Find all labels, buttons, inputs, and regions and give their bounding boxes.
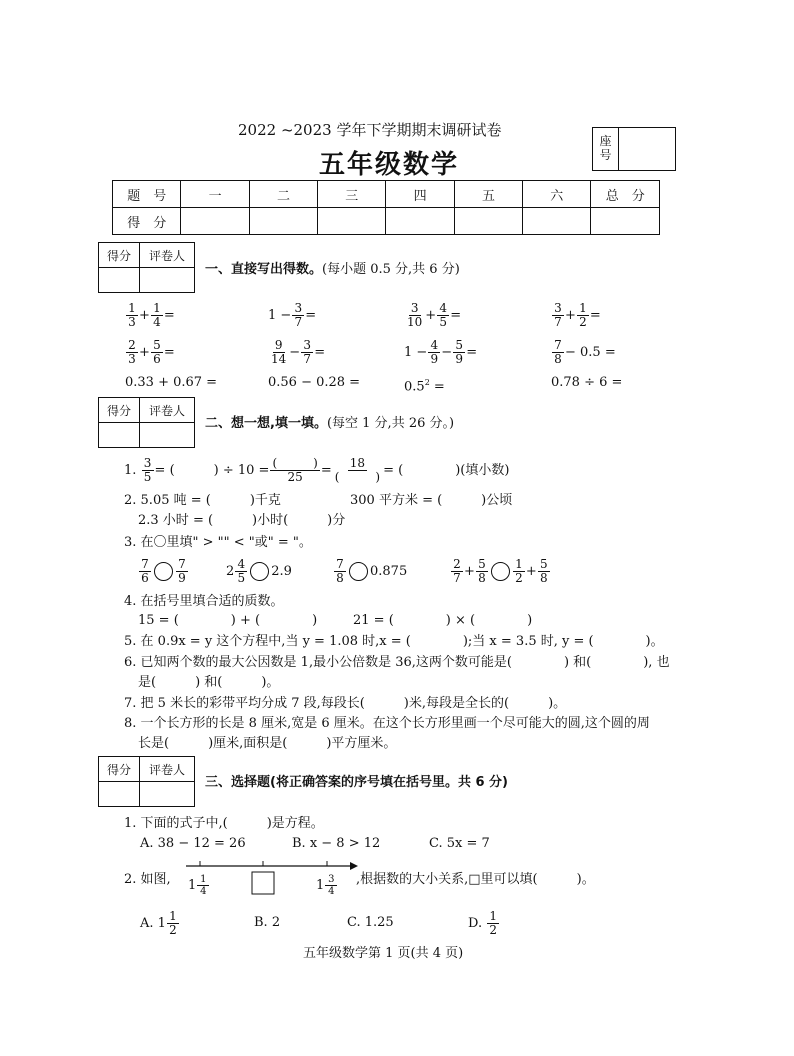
whole: 1 (316, 877, 325, 893)
option-label: D. (468, 915, 483, 931)
denominator: 9 (455, 352, 464, 366)
text: = (320, 462, 332, 478)
grader-label: 评卷人 (140, 757, 195, 782)
numerator: 7 (176, 558, 188, 572)
score-cell[interactable] (591, 208, 660, 235)
score-table-header: 二 (249, 181, 317, 208)
numerator: ( ) (272, 456, 318, 470)
text: = ( ) ÷ 10 = (154, 462, 270, 478)
score-row-label: 得 分 (113, 208, 181, 235)
operator: + (525, 563, 537, 579)
numerator: 2 (451, 558, 463, 572)
s1-r3-d: 0.78 ÷ 6 = (551, 375, 623, 390)
denominator: 4 (153, 315, 161, 329)
question-number: 1. (124, 462, 137, 478)
s2-q3b (226, 558, 292, 585)
seat-number-box[interactable] (592, 127, 676, 171)
equals: = (163, 344, 175, 360)
numerator: 5 (538, 558, 550, 572)
s3-q1-option-c[interactable]: C. 5x = 7 (429, 836, 490, 851)
s2-q1 (124, 457, 509, 484)
operator: − (289, 344, 301, 360)
score-table-header: 三 (318, 181, 386, 208)
grader-name-cell[interactable] (140, 782, 195, 807)
compare-circle[interactable] (154, 562, 173, 581)
grader-box-1 (98, 242, 195, 293)
grader-box-2 (98, 397, 195, 448)
equals: = (305, 307, 317, 323)
suffix: − 0.5 = (565, 344, 616, 360)
number-line-left-label (188, 874, 210, 897)
compare-circle[interactable] (491, 562, 510, 581)
score-cell[interactable] (249, 208, 317, 235)
number-line-arrow (350, 862, 358, 870)
denominator: ( ) (334, 470, 381, 484)
denominator: 5 (237, 571, 246, 585)
prefix: 1 − (268, 307, 292, 323)
equals: = (429, 379, 445, 395)
section-1-title: 一、直接写出得数。 (205, 262, 323, 277)
numerator: 18 (349, 456, 366, 470)
grader-label: 评卷人 (140, 398, 195, 423)
s2-q4: 4. 在括号里填合适的质数。 (124, 594, 284, 609)
score-cell[interactable] (181, 208, 249, 235)
text: = ( )(填小数) (383, 462, 510, 478)
grader-name-cell[interactable] (140, 268, 195, 293)
exam-title: 2022 ~2023 学年下学期期末调研试卷 (238, 121, 502, 139)
section-2-heading (205, 416, 454, 432)
denominator: 7 (554, 315, 562, 329)
s1-r2-a (125, 339, 175, 366)
s3-q2-prefix: 2. 如图, (124, 872, 171, 887)
denominator: 7 (294, 315, 303, 329)
grader-name-cell[interactable] (140, 423, 195, 448)
whole: 1 (188, 877, 197, 893)
s3-q1: 1. 下面的式子中,( )是方程。 (124, 816, 324, 831)
s3-q2-option-d[interactable] (468, 910, 500, 937)
s3-q2-question: ,根据数的大小关系,□里可以填( )。 (356, 872, 595, 887)
score-table-score-row (113, 208, 660, 235)
base: 0.5 (404, 379, 425, 395)
s2-q8b: 长是( )厘米,面积是( )平方厘米。 (138, 736, 397, 751)
score-table-header: 五 (454, 181, 522, 208)
s2-q2b: 300 平方米 = ( )公顷 (350, 493, 513, 508)
numerator: 7 (334, 558, 346, 572)
subject-title: 五年级数学 (319, 150, 460, 180)
s3-q1-option-a[interactable]: A. 38 − 12 = 26 (140, 836, 246, 851)
s2-q6b: 是( ) 和( )。 (138, 675, 280, 690)
s2-q3d (450, 558, 551, 585)
s3-q1-option-b[interactable]: B. x − 8 > 12 (292, 836, 381, 851)
s2-q2c: 2.3 小时 = ( )小时( )分 (138, 513, 346, 528)
grader-score-cell[interactable] (99, 423, 140, 448)
equals: = (450, 307, 462, 323)
operator: − (441, 344, 453, 360)
section-1-note: (每小题 0.5 分,共 6 分) (322, 262, 460, 277)
grader-label: 评卷人 (140, 243, 195, 268)
score-table-header: 总 分 (591, 181, 660, 208)
denominator: 6 (141, 571, 149, 585)
value: 2.9 (271, 563, 292, 579)
s1-r1-c (404, 302, 461, 329)
denominator: 8 (478, 571, 486, 585)
seat-label-1: 座 (599, 134, 612, 148)
s1-r3-a: 0.33 + 0.67 = (125, 375, 218, 390)
s2-q3: 3. 在〇里填" > "" < "或" = "。 (124, 535, 312, 550)
compare-circle[interactable] (349, 562, 368, 581)
s2-q3c (333, 558, 407, 585)
denominator: 2 (489, 923, 498, 937)
grader-score-label: 得分 (99, 757, 140, 782)
option-label: A. 1 (140, 915, 166, 931)
operator: + (464, 563, 475, 579)
numerator: 1 (167, 910, 179, 924)
numerator: 3 (292, 302, 304, 316)
s1-r3-b: 0.56 − 0.28 = (268, 375, 361, 390)
denominator: 2 (515, 571, 523, 585)
denominator: 3 (128, 315, 136, 329)
grader-score-cell[interactable] (99, 268, 140, 293)
operator: + (139, 344, 150, 360)
section-2-note: (每空 1 分,共 26 分。) (326, 416, 455, 431)
s1-r1-d (551, 302, 601, 329)
equals: = (314, 344, 326, 360)
whole: 2 (226, 563, 235, 579)
score-table-header: 一 (181, 181, 249, 208)
numerator: 5 (453, 339, 465, 353)
grader-score-label: 得分 (99, 398, 140, 423)
exponent: 2 (424, 378, 430, 387)
s1-r2-b (268, 339, 325, 366)
score-cell[interactable] (318, 208, 386, 235)
numerator: 7 (552, 339, 564, 353)
numerator: 4 (437, 302, 449, 316)
s2-q3a (138, 558, 189, 585)
score-table-header: 题 号 (113, 181, 181, 208)
section-1-heading (205, 262, 460, 278)
equals: = (466, 344, 478, 360)
numerator: 3 (325, 874, 337, 886)
s1-r2-c (404, 339, 477, 366)
seat-label-2: 号 (599, 148, 612, 162)
denominator: 3 (128, 352, 136, 366)
unknown-box (252, 872, 274, 894)
denominator: 25 (287, 470, 303, 484)
numerator: 5 (476, 558, 488, 572)
equals: = (163, 307, 175, 323)
score-table (112, 180, 660, 235)
numerator: 3 (409, 302, 421, 316)
numerator: 2 (126, 339, 138, 353)
denominator: 4 (200, 886, 207, 897)
numerator: 1 (126, 302, 138, 316)
numerator: 1 (487, 910, 499, 924)
numerator: 1 (151, 302, 163, 316)
s2-q4a: 15 = ( ) + ( ) (138, 613, 318, 628)
score-cell[interactable] (454, 208, 522, 235)
denominator: 9 (178, 571, 186, 585)
operator: + (565, 307, 576, 323)
denominator: 9 (430, 352, 439, 366)
grader-box-3 (98, 756, 195, 807)
denominator: 2 (169, 923, 177, 937)
numerator: 4 (235, 558, 247, 572)
denominator: 6 (153, 352, 161, 366)
denominator: 7 (453, 571, 461, 585)
score-cell[interactable] (523, 208, 591, 235)
s3-q2-option-a[interactable] (140, 910, 180, 937)
numerator: 1 (513, 558, 525, 572)
s1-r1-b (268, 302, 316, 329)
grader-score-cell[interactable] (99, 782, 140, 807)
score-table-header: 六 (523, 181, 591, 208)
s2-q2a: 2. 5.05 吨 = ( )千克 (124, 493, 281, 508)
denominator: 4 (328, 886, 335, 897)
s2-q8a: 8. 一个长方形的长是 8 厘米,宽是 6 厘米。在这个长方形里画一个尽可能大的圆,这个圆的周 (124, 716, 650, 731)
score-table-header: 四 (386, 181, 454, 208)
s2-q4b: 21 = ( ) × ( ) (353, 613, 533, 628)
numerator: 1 (197, 874, 209, 886)
section-3-title: 三、选择题(将正确答案的序号填在括号里。共 6 分) (205, 775, 508, 790)
numerator: 7 (139, 558, 151, 572)
numerator: 4 (428, 339, 440, 353)
denominator: 7 (303, 352, 311, 366)
section-2-title: 二、想一想,填一填。 (205, 416, 327, 431)
denominator: 8 (336, 571, 344, 585)
score-table-header-row (113, 181, 660, 208)
s2-q7: 7. 把 5 米长的彩带平均分成 7 段,每段长( )米,每段是全长的( )。 (124, 696, 567, 711)
s2-q6a: 6. 已知两个数的最大公因数是 1,最小公倍数是 36,这两个数可能是( ) 和( ), 也 (124, 655, 670, 670)
grader-score-label: 得分 (99, 243, 140, 268)
numerator: 5 (151, 339, 163, 353)
operator: + (139, 307, 150, 323)
s1-r3-c (404, 375, 445, 395)
page-footer: 五年级数学第 1 页(共 4 页) (303, 946, 464, 961)
numerator: 3 (301, 339, 313, 353)
denominator: 14 (271, 352, 287, 366)
score-cell[interactable] (386, 208, 454, 235)
prefix: 1 − (404, 344, 428, 360)
denominator: 8 (554, 352, 562, 366)
numerator: 1 (577, 302, 589, 316)
s2-q5: 5. 在 0.9x = y 这个方程中,当 y = 1.08 时,x = ( );当 x = 3.5 时, y = ( )。 (124, 634, 664, 649)
value: 0.875 (370, 563, 408, 579)
denominator: 10 (407, 315, 423, 329)
s1-r2-d (551, 339, 616, 366)
number-line-right-label (316, 874, 338, 897)
numerator: 3 (142, 457, 154, 471)
s1-r1-a (125, 302, 175, 329)
compare-circle[interactable] (250, 562, 269, 581)
denominator: 8 (539, 571, 548, 585)
equals: = (589, 307, 601, 323)
numerator: 3 (552, 302, 564, 316)
denominator: 2 (579, 315, 587, 329)
s3-q2-option-c[interactable]: C. 1.25 (347, 915, 394, 930)
denominator: 5 (143, 470, 152, 484)
denominator: 5 (439, 315, 447, 329)
numerator: 9 (273, 339, 285, 353)
operator: + (425, 307, 437, 323)
s3-q2-option-b[interactable]: B. 2 (254, 915, 281, 930)
